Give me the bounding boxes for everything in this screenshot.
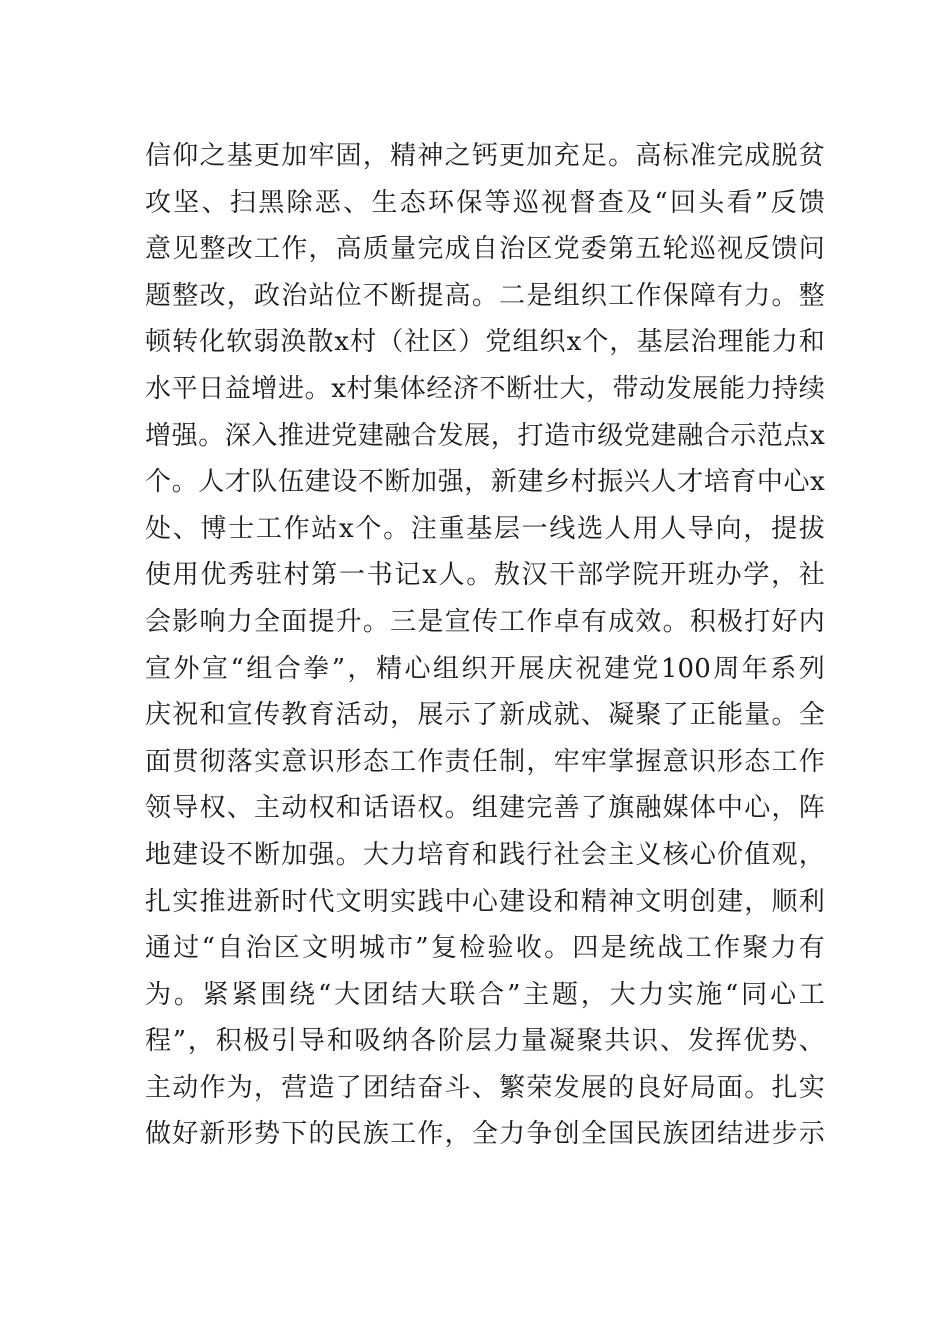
text-line: 处、博士工作站x个。注重基层一线选人用人导向，提拔 xyxy=(145,513,825,544)
text-line: 信仰之基更加牢固，精神之钙更加充足。高标准完成脱贫 xyxy=(145,141,825,171)
body-paragraph xyxy=(145,133,825,1158)
text-line: 程”，积极引导和吸纳各阶层力量凝聚共识、发挥优势、 xyxy=(145,1026,825,1057)
text-line: 会影响力全面提升。三是宣传工作卓有成效。积极打好内 xyxy=(145,606,825,637)
text-line: 个。人才队伍建设不断加强，新建乡村振兴人才培育中心x xyxy=(145,467,825,498)
text-line: 庆祝和宣传教育活动，展示了新成就、凝聚了正能量。全 xyxy=(145,700,825,731)
text-line: 为。紧紧围绕“大团结大联合”主题，大力实施“同心工 xyxy=(145,979,825,1010)
text-line: 攻坚、扫黑除恶、生态环保等巡视督查及“回头看”反馈 xyxy=(145,187,825,218)
text-line: 面贯彻落实意识形态工作责任制，牢牢掌握意识形态工作 xyxy=(145,746,825,777)
text-line: 通过“自治区文明城市”复检验收。四是统战工作聚力有 xyxy=(145,933,825,964)
text-line: 顿转化软弱涣散x村（社区）党组织x个，基层治理能力和 xyxy=(145,327,825,358)
text-line: 水平日益增进。x村集体经济不断壮大，带动发展能力持续 xyxy=(145,373,825,404)
text-line: 题整改，政治站位不断提高。二是组织工作保障有力。整 xyxy=(145,280,825,311)
text-line: 地建设不断加强。大力培育和践行社会主义核心价值观， xyxy=(145,839,825,870)
text-line: 宣外宣“组合拳”，精心组织开展庆祝建党100周年系列 xyxy=(145,653,825,684)
text-line: 主动作为，营造了团结奋斗、繁荣发展的良好局面。扎实 xyxy=(145,1072,825,1103)
text-line: 领导权、主动权和话语权。组建完善了旗融媒体中心，阵 xyxy=(145,793,825,824)
text-line: 扎实推进新时代文明实践中心建设和精神文明创建，顺利 xyxy=(145,886,825,917)
text-line: 使用优秀驻村第一书记x人。敖汉干部学院开班办学，社 xyxy=(145,560,825,591)
text-line: 增强。深入推进党建融合发展，打造市级党建融合示范点x xyxy=(145,420,825,451)
text-line: 意见整改工作，高质量完成自治区党委第五轮巡视反馈问 xyxy=(145,234,825,265)
text-line: 做好新形势下的民族工作，全力争创全国民族团结进步示 xyxy=(145,1119,825,1150)
